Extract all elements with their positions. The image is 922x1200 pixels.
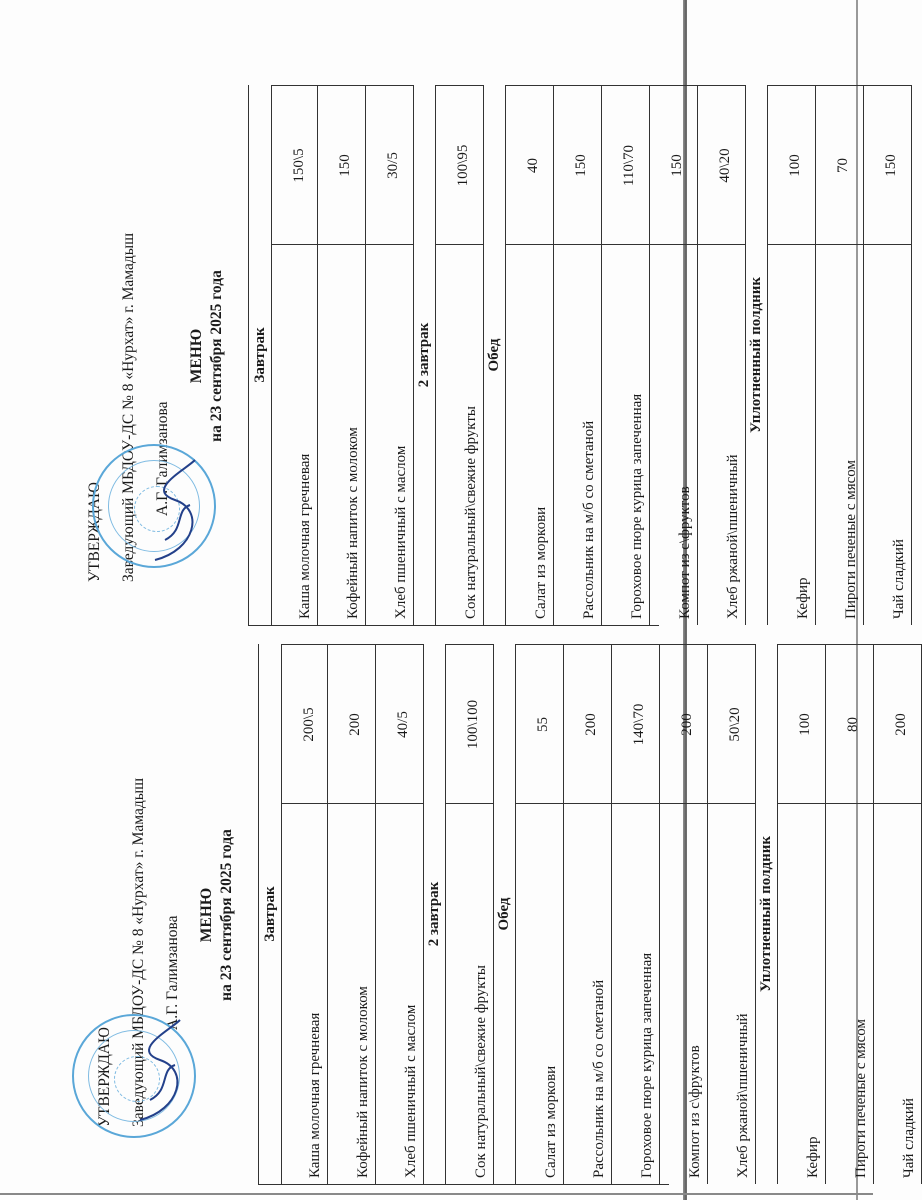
- menu-row: [707, 644, 756, 1184]
- dish-name: Чай сладкий: [891, 539, 907, 619]
- portion-value: 100: [787, 154, 803, 177]
- dish-cell: [515, 803, 563, 1184]
- menu-row: [659, 644, 708, 1184]
- dish-name: Сок натуральный\свежие фрукты: [463, 406, 479, 619]
- portion-cell: [515, 644, 563, 804]
- dish-name: Гороховое пюре курица запеченная: [639, 952, 655, 1178]
- section-header: [423, 644, 446, 1184]
- portion-value: 140\70: [631, 703, 647, 746]
- portion-cell: [271, 85, 317, 245]
- dish-cell: [707, 803, 755, 1184]
- menu-row: [515, 644, 564, 1184]
- dish-cell: [553, 244, 601, 625]
- section-title: Уплотненный полдник: [758, 835, 774, 993]
- menu-date: на 23 сентября 2025 года: [218, 829, 235, 1001]
- approval-title: УТВЕРЖДАЮ: [96, 1027, 113, 1127]
- approval-position: Заведующий МБДОУ-ДС № 8 «Нурхат» г. Мамадыш: [130, 777, 147, 1127]
- portion-cell: [815, 85, 863, 245]
- portion-value: 150: [573, 154, 589, 177]
- dish-cell: [317, 244, 365, 625]
- section-title: Обед: [486, 338, 502, 372]
- dish-name: Хлеб ржаной\пшеничный: [725, 454, 741, 619]
- portion-cell: [697, 85, 745, 245]
- dish-name: Каша молочная гречневая: [297, 453, 313, 619]
- dish-cell: [505, 244, 553, 625]
- menu-row: [815, 85, 864, 625]
- portion-value: 110\70: [621, 144, 637, 187]
- dish-name: Каша молочная гречневая: [307, 1012, 323, 1178]
- menu-row: [505, 85, 554, 625]
- menu-table: [258, 644, 917, 1185]
- menu-row: [553, 85, 602, 625]
- dish-name: Хлеб пшеничный с маслом: [403, 1004, 419, 1178]
- portion-cell: [365, 85, 413, 245]
- dish-name: Гороховое пюре курица запеченная: [629, 393, 645, 619]
- dish-name: Кефир: [805, 1136, 821, 1178]
- dish-name: Сок натуральный\свежие фрукты: [473, 965, 489, 1178]
- dish-name: Компот из с\фруктов: [677, 486, 693, 619]
- menu-row: [697, 85, 746, 625]
- dish-cell: [777, 803, 825, 1184]
- menu-row: [281, 644, 328, 1184]
- section-header: [493, 644, 516, 1184]
- portion-cell: [375, 644, 423, 804]
- portion-cell: [825, 644, 873, 804]
- portion-cell: [767, 85, 815, 245]
- dish-cell: [825, 803, 873, 1184]
- menu-row: [375, 644, 424, 1184]
- menu-row: [271, 85, 318, 625]
- portion-cell: [435, 85, 483, 245]
- portion-value: 150\5: [291, 148, 307, 183]
- dish-name: Чай сладкий: [901, 1098, 917, 1178]
- portion-value: 100: [797, 713, 813, 736]
- dish-name: Пироги печеные с мясом: [843, 460, 859, 619]
- portion-cell: [563, 644, 611, 804]
- dish-name: Рассольник на м/б со сметаной: [581, 420, 597, 619]
- dish-cell: [271, 244, 317, 625]
- portion-cell: [327, 644, 375, 804]
- menu-title: МЕНЮ: [198, 887, 215, 943]
- portion-cell: [505, 85, 553, 245]
- dish-name: Рассольник на м/б со сметаной: [591, 979, 607, 1178]
- dish-name: Салат из моркови: [543, 1065, 559, 1178]
- portion-value: 30/5: [385, 152, 401, 179]
- menu-row: [611, 644, 660, 1184]
- section-title: 2 завтрак: [416, 322, 432, 388]
- approval-position: Заведующий МБДОУ-ДС № 8 «Нурхат» г. Мамадыш: [120, 232, 137, 582]
- dish-cell: [767, 244, 815, 625]
- menu-row: [777, 644, 826, 1184]
- dish-name: Кофейный напиток с молоком: [345, 427, 361, 619]
- dish-cell: [435, 244, 483, 625]
- menu-row: [317, 85, 366, 625]
- menu-date: на 23 сентября 2025 года: [208, 270, 225, 442]
- section-header: [483, 85, 506, 625]
- menu-row: [863, 85, 912, 625]
- portion-cell: [611, 644, 659, 804]
- section-header: [259, 644, 282, 1184]
- signature-left: [120, 1010, 200, 1130]
- signature-right: [135, 450, 215, 570]
- dish-cell: [659, 803, 707, 1184]
- menu-row: [873, 644, 922, 1184]
- portion-value: 200: [679, 713, 695, 736]
- section-header: [745, 85, 768, 625]
- menu-title: МЕНЮ: [188, 328, 205, 384]
- menu-row: [649, 85, 698, 625]
- dish-cell: [375, 803, 423, 1184]
- scan-bottom-edge: [0, 1193, 873, 1195]
- menu-row: [601, 85, 650, 625]
- dish-cell: [611, 803, 659, 1184]
- section-title: Обед: [496, 897, 512, 931]
- portion-value: 80: [845, 717, 861, 732]
- portion-cell: [601, 85, 649, 245]
- portion-value: 40/5: [395, 711, 411, 738]
- portion-value: 150: [669, 154, 685, 177]
- menu-row: [327, 644, 376, 1184]
- dish-name: Хлеб ржаной\пшеничный: [735, 1013, 751, 1178]
- section-header: [755, 644, 778, 1184]
- dish-cell: [873, 803, 921, 1184]
- menu-row: [445, 644, 494, 1184]
- portion-value: 200: [893, 713, 909, 736]
- dish-cell: [863, 244, 911, 625]
- dish-cell: [601, 244, 649, 625]
- dish-cell: [563, 803, 611, 1184]
- dish-cell: [327, 803, 375, 1184]
- dish-name: Компот из с\фруктов: [687, 1045, 703, 1178]
- section-title: Завтрак: [262, 886, 278, 942]
- dish-cell: [815, 244, 863, 625]
- portion-value: 55: [535, 717, 551, 732]
- portion-cell: [445, 644, 493, 804]
- menu-row: [825, 644, 874, 1184]
- dish-name: Салат из моркови: [533, 506, 549, 619]
- portion-value: 40: [525, 158, 541, 173]
- portion-cell: [777, 644, 825, 804]
- dish-cell: [445, 803, 493, 1184]
- dish-cell: [649, 244, 697, 625]
- menu-row: [767, 85, 816, 625]
- portion-cell: [707, 644, 755, 804]
- approval-title: УТВЕРЖДАЮ: [86, 482, 103, 582]
- dish-name: Пироги печеные с мясом: [853, 1019, 869, 1178]
- section-title: Завтрак: [252, 327, 268, 383]
- portion-cell: [659, 644, 707, 804]
- menu-row: [365, 85, 414, 625]
- dish-name: Кофейный напиток с молоком: [355, 986, 371, 1178]
- portion-value: 200: [347, 713, 363, 736]
- portion-cell: [281, 644, 327, 804]
- section-header: [413, 85, 436, 625]
- portion-value: 100\100: [465, 699, 481, 750]
- portion-value: 40\20: [717, 148, 733, 183]
- dish-cell: [697, 244, 745, 625]
- dish-name: Хлеб пшеничный с маслом: [393, 445, 409, 619]
- portion-value: 150: [883, 154, 899, 177]
- section-title: 2 завтрак: [426, 881, 442, 947]
- dish-name: Кефир: [795, 577, 811, 619]
- dish-cell: [365, 244, 413, 625]
- menu-row: [435, 85, 484, 625]
- approval-name: А.Г. Галимзанова: [154, 401, 171, 516]
- approval-name: А.Г. Галимзанова: [164, 915, 181, 1030]
- portion-cell: [649, 85, 697, 245]
- section-title: Уплотненный полдник: [748, 276, 764, 434]
- portion-cell: [863, 85, 911, 245]
- menu-row: [563, 644, 612, 1184]
- portion-value: 150: [337, 154, 353, 177]
- portion-cell: [873, 644, 921, 804]
- portion-value: 50\20: [727, 707, 743, 742]
- portion-cell: [553, 85, 601, 245]
- portion-cell: [317, 85, 365, 245]
- section-header: [249, 85, 272, 625]
- portion-value: 200\5: [301, 707, 317, 742]
- portion-value: 70: [835, 158, 851, 173]
- portion-value: 100\95: [455, 144, 471, 187]
- portion-value: 200: [583, 713, 599, 736]
- dish-cell: [281, 803, 327, 1184]
- menu-table: [248, 85, 907, 626]
